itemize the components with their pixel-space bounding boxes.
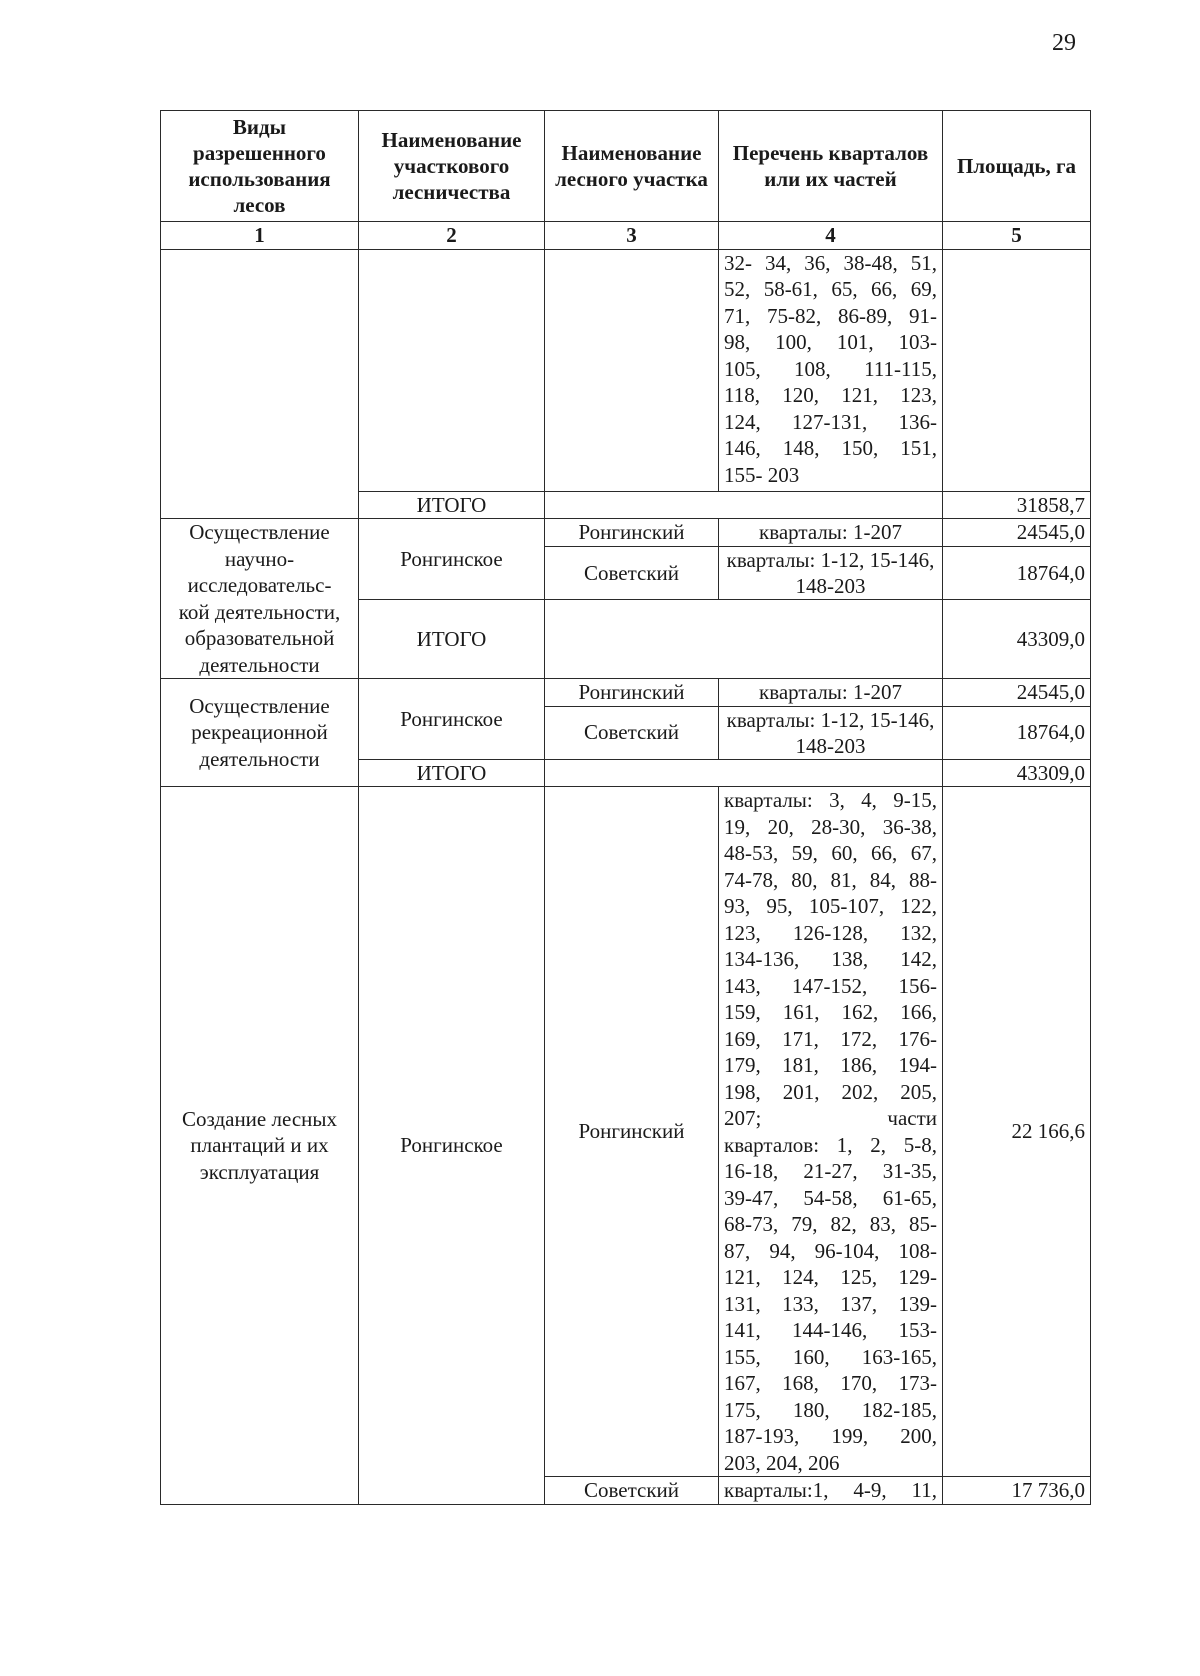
quarters-line: 68-73, 79, 82, 83, 85- xyxy=(724,1212,937,1236)
itogo-label: ИТОГО xyxy=(359,759,545,787)
quarters-line: 52, 58-61, 65, 66, 69, xyxy=(724,277,937,301)
quarters-cell: кварталы: 1-207 xyxy=(719,519,943,547)
quarters-line: 179, 181, 186, 194- xyxy=(724,1053,937,1077)
column-number: 4 xyxy=(719,222,943,250)
forestry-name: Ронгинское xyxy=(359,787,545,1505)
itogo-area: 31858,7 xyxy=(943,491,1091,519)
column-number: 1 xyxy=(161,222,359,250)
quarters-line: 203, 204, 206 xyxy=(724,1450,840,1475)
quarters-line: 187-193, 199, 200, xyxy=(724,1424,937,1448)
quarters-line: 131, 133, 137, 139- xyxy=(724,1291,937,1316)
column-number: 5 xyxy=(943,222,1091,250)
empty-cell xyxy=(161,249,359,519)
quarters-line: кварталы: 3, 4, 9-15, xyxy=(724,788,937,812)
header-area: Площадь, га xyxy=(943,111,1091,222)
itogo-area: 43309,0 xyxy=(943,600,1091,679)
quarters-line: 123, 126-128, 132, xyxy=(724,920,937,945)
area-value: 18764,0 xyxy=(943,706,1091,759)
empty-cell xyxy=(359,249,545,491)
empty-cell xyxy=(545,600,943,679)
quarters-line: 198, 201, 202, 205, xyxy=(724,1079,937,1104)
quarters-line: 74-78, 80, 81, 84, 88- xyxy=(724,867,937,892)
quarters-line: 124, 127-131, 136- xyxy=(724,409,937,434)
header-row xyxy=(161,111,1091,222)
quarters-line: 93, 95, 105-107, 122, xyxy=(724,894,937,918)
quarters-cell xyxy=(719,249,943,491)
use-type-plantations: Создание лесных плантаций и их эксплуатация xyxy=(161,787,359,1505)
header-use-type: Виды разрешенного использования лесов xyxy=(161,111,359,222)
plantations-row-ronginsky xyxy=(161,787,1091,1477)
quarters-line: 141, 144-146, 153- xyxy=(724,1318,937,1342)
quarters-line: 39-47, 54-58, 61-65, xyxy=(724,1185,937,1210)
quarters-cell xyxy=(719,1477,943,1505)
quarters-line: 167, 168, 170, 173- xyxy=(724,1371,937,1395)
quarters-cell xyxy=(719,787,943,1477)
use-type-line: исследовательс- xyxy=(187,573,332,597)
continued-row xyxy=(161,249,1091,491)
quarters-line: 48-53, 59, 60, 66, 67, xyxy=(724,841,937,865)
quarters-line: 105, 108, 111-115, xyxy=(724,356,937,381)
empty-cell xyxy=(545,759,943,787)
quarters-line: 169, 171, 172, 176- xyxy=(724,1026,937,1051)
empty-cell xyxy=(545,491,943,519)
column-number-row xyxy=(161,222,1091,250)
quarters-cell: кварталы: 1-12, 15-146, 148-203 xyxy=(719,546,943,600)
page-number: 29 xyxy=(1052,30,1076,56)
quarters-line: 16-18, 21-27, 31-35, xyxy=(724,1159,937,1183)
column-number: 2 xyxy=(359,222,545,250)
forestry-name: Ронгинское xyxy=(359,519,545,600)
quarters-line: 146, 148, 150, 151, xyxy=(724,436,937,460)
use-type-science xyxy=(161,519,359,679)
empty-cell xyxy=(943,249,1091,491)
quarters-line: 19, 20, 28-30, 36-38, xyxy=(724,814,937,839)
quarters-line: 134-136, 138, 142, xyxy=(724,947,937,971)
quarters-line: 98, 100, 101, 103- xyxy=(724,330,937,354)
quarters-line: 143, 147-152, 156- xyxy=(724,973,937,998)
forest-use-table xyxy=(160,110,1091,1505)
itogo-label: ИТОГО xyxy=(359,491,545,519)
area-value: 18764,0 xyxy=(943,546,1091,600)
header-plot: Наименование лесного участка xyxy=(545,111,719,222)
quarters-line: кварталов: 1, 2, 5-8, xyxy=(724,1132,937,1157)
quarters-line: 118, 120, 121, 123, xyxy=(724,383,937,407)
quarters-line: 87, 94, 96-104, 108- xyxy=(724,1238,937,1263)
quarters-line: 32- 34, 36, 38-48, 51, xyxy=(724,250,937,275)
itogo-area: 43309,0 xyxy=(943,759,1091,787)
use-type-line: Осуществление xyxy=(189,520,330,544)
itogo-label: ИТОГО xyxy=(359,600,545,679)
quarters-line: кварталы:1, 4-9, 11, xyxy=(724,1478,937,1502)
quarters-line: 121, 124, 125, 129- xyxy=(724,1265,937,1289)
quarters-line: 207; части xyxy=(724,1106,937,1130)
quarters-line: 155- 203 xyxy=(724,462,800,487)
column-number: 3 xyxy=(545,222,719,250)
plot-name: Ронгинский xyxy=(545,519,719,547)
area-value: 24545,0 xyxy=(943,519,1091,547)
quarters-line: 175, 180, 182-185, xyxy=(724,1397,937,1422)
use-type-line: деятельности xyxy=(199,652,320,677)
use-type-line: научно- xyxy=(224,546,295,571)
use-type-line: образовательной xyxy=(184,626,335,650)
area-value: 22 166,6 xyxy=(943,787,1091,1477)
plot-name: Ронгинский xyxy=(545,787,719,1477)
use-type-line: кой деятельности, xyxy=(178,599,341,624)
quarters-line: 71, 75-82, 86-89, 91- xyxy=(724,303,937,328)
quarters-cell: кварталы: 1-207 xyxy=(719,679,943,707)
area-value: 24545,0 xyxy=(943,679,1091,707)
quarters-line: 155, 160, 163-165, xyxy=(724,1344,937,1369)
plot-name: Ронгинский xyxy=(545,679,719,707)
empty-cell xyxy=(545,249,719,491)
forestry-name: Ронгинское xyxy=(359,679,545,760)
header-forestry: Наименование участкового лесничества xyxy=(359,111,545,222)
quarters-line: 159, 161, 162, 166, xyxy=(724,1000,937,1024)
plot-name: Советский xyxy=(545,546,719,600)
science-row-ronginsky xyxy=(161,519,1091,547)
header-quarters: Перечень кварталов или их частей xyxy=(719,111,943,222)
plot-name: Советский xyxy=(545,706,719,759)
use-type-recreation: Осуществление рекреационной деятельности xyxy=(161,679,359,787)
plot-name: Советский xyxy=(545,1477,719,1505)
area-value: 17 736,0 xyxy=(943,1477,1091,1505)
quarters-cell: кварталы: 1-12, 15-146, 148-203 xyxy=(719,706,943,759)
recreation-row-ronginsky xyxy=(161,679,1091,707)
